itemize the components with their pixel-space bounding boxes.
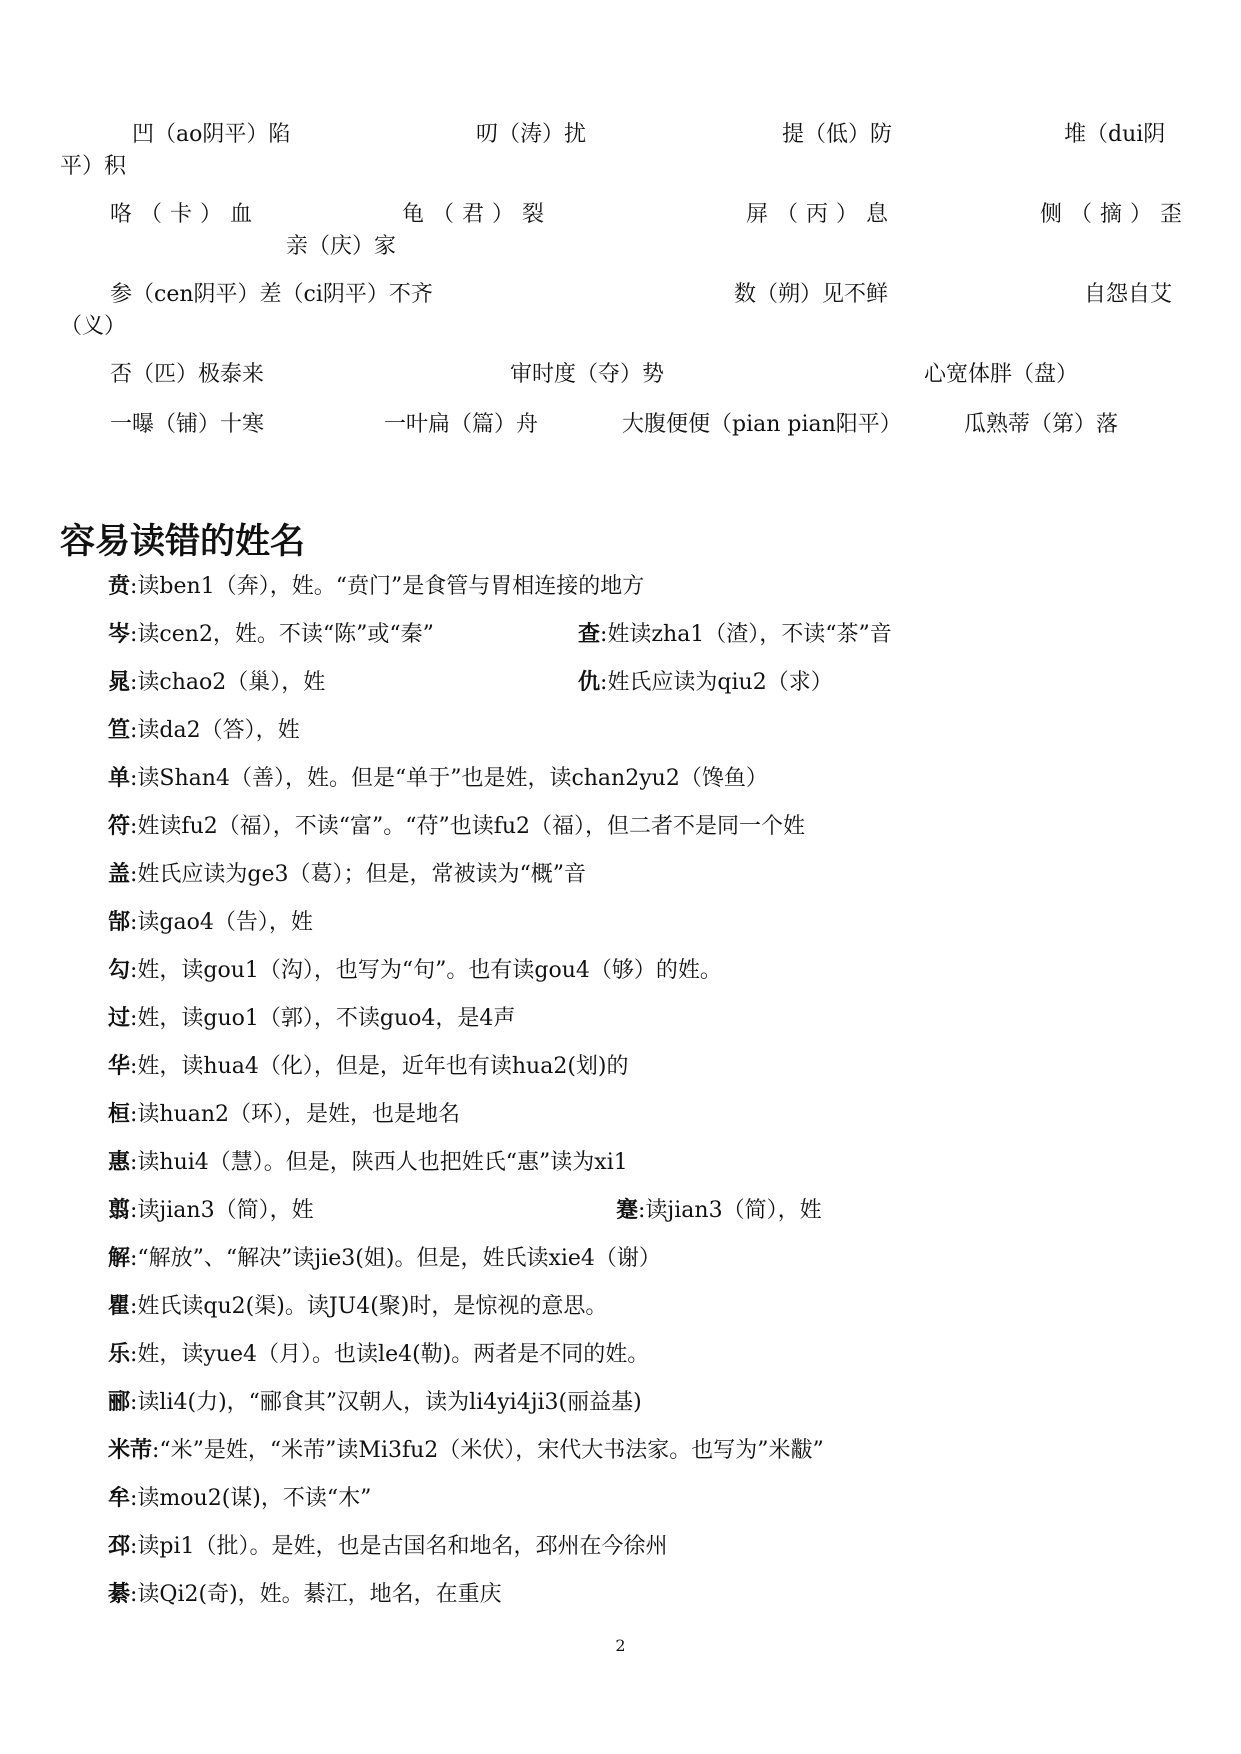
idiom: 侧（摘）歪 — [1040, 202, 1191, 227]
idiom: （义） — [60, 314, 127, 339]
reading: :姓，读hua4（化），但是，近年也有读hua2(划)的 — [130, 1054, 629, 1079]
surname: 郦 — [108, 1390, 131, 1415]
idiom: 凹（ao阴平）陷 — [132, 122, 291, 147]
reading: :姓，读gou1（沟），也写为“句”。也有读gou4（够）的姓。 — [130, 958, 722, 983]
idiom: 否（匹）极泰来 — [110, 362, 265, 387]
list-item — [616, 1196, 822, 1226]
list-item — [108, 668, 325, 698]
section-title: 容易读错的姓名 — [60, 522, 306, 562]
surname: 盖 — [108, 862, 131, 887]
list-item — [108, 1484, 371, 1514]
surname: 贲 — [108, 574, 131, 599]
list-item — [108, 860, 586, 890]
idiom: 提（低）防 — [782, 122, 893, 147]
surname: 笪 — [108, 718, 131, 743]
reading: :读huan2（环），是姓，也是地名 — [130, 1102, 461, 1127]
reading: :读jian3（简），姓 — [130, 1198, 314, 1223]
reading: :读jian3（简），姓 — [638, 1198, 822, 1223]
reading: :姓，读yue4（月）。也读le4(勒)。两者是不同的姓。 — [130, 1342, 650, 1367]
reading: :姓，读guo1（郭），不读guo4，是4声 — [130, 1006, 516, 1031]
reading: :读chao2（巢），姓 — [130, 670, 326, 695]
list-item — [108, 1292, 607, 1322]
list-item — [108, 764, 768, 794]
reading: :读ben1（奔），姓。“贲门”是食管与胃相连接的地方 — [130, 574, 645, 599]
list-item — [108, 1196, 314, 1226]
list-item — [108, 1052, 629, 1082]
idiom: 数（朔）见不鲜 — [734, 282, 889, 307]
list-item — [108, 716, 300, 746]
list-item — [108, 1340, 649, 1370]
surname: 解 — [108, 1246, 131, 1271]
surname: 翦 — [108, 1198, 131, 1223]
reading: :读Qi2(奇)，姓。綦江，地名，在重庆 — [130, 1582, 502, 1607]
reading: :读mou2(谋)，不读“木” — [130, 1486, 372, 1511]
reading: :姓氏读qu2(渠)。读JU4(聚)时，是惊视的意思。 — [130, 1294, 608, 1319]
list-item — [108, 1532, 668, 1562]
reading: :读cen2，姓。不读“陈”或“秦” — [130, 622, 434, 647]
surname: 乐 — [108, 1342, 131, 1367]
list-item — [108, 1100, 460, 1130]
list-item — [108, 1580, 502, 1610]
surname: 勾 — [108, 958, 131, 983]
reading: :读Shan4（善），姓。但是“单于”也是姓，读chan2yu2（馋鱼） — [130, 766, 768, 791]
surname: 查 — [578, 622, 601, 647]
idiom: 亲（庆）家 — [286, 234, 397, 259]
list-item — [108, 1004, 515, 1034]
reading: :姓读zha1（渣），不读“茶”音 — [600, 622, 892, 647]
list-item — [108, 620, 434, 650]
surname: 牟 — [108, 1486, 131, 1511]
idiom: 堆（dui阴 — [1064, 122, 1166, 147]
surname: 邳 — [108, 1534, 131, 1559]
surname: 蹇 — [616, 1198, 639, 1223]
idiom: 心宽体胖（盘） — [924, 362, 1079, 387]
idiom: 平）积 — [60, 154, 127, 179]
surname: 单 — [108, 766, 131, 791]
list-item — [108, 812, 805, 842]
list-item — [108, 1148, 628, 1178]
list-item — [108, 1388, 642, 1418]
idiom: 参（cen阴平）差（ci阴平）不齐 — [110, 282, 433, 307]
idiom: 龟（君）裂 — [402, 202, 553, 227]
reading: :姓氏应读为qiu2（求） — [600, 670, 833, 695]
reading: :姓氏应读为ge3（葛）；但是，常被读为“概”音 — [130, 862, 587, 887]
surname: 晁 — [108, 670, 131, 695]
list-item — [108, 908, 313, 938]
reading: :“解放”、“解决”读jie3(姐)。但是，姓氏读xie4（谢） — [130, 1246, 661, 1271]
reading: :读li4(力)，“郦食其”汉朝人，读为li4yi4ji3(丽益基) — [130, 1390, 642, 1415]
surname: 米芾 — [108, 1438, 153, 1463]
idiom: 咯（卡）血 — [110, 202, 261, 227]
list-item — [578, 668, 833, 698]
surname: 郜 — [108, 910, 131, 935]
reading: :姓读fu2（福），不读“富”。“苻”也读fu2（福），但二者不是同一个姓 — [130, 814, 806, 839]
idiom: 叨（涛）扰 — [476, 122, 587, 147]
surname: 岑 — [108, 622, 131, 647]
reading: :读gao4（告），姓 — [130, 910, 313, 935]
idiom: 一曝（铺）十寒 — [110, 412, 265, 437]
reading: :读pi1（批）。是姓，也是古国名和地名，邳州在今徐州 — [130, 1534, 668, 1559]
list-item — [578, 620, 892, 650]
surname: 綦 — [108, 1582, 131, 1607]
idiom: 瓜熟蒂（第）落 — [964, 412, 1119, 437]
surname: 华 — [108, 1054, 131, 1079]
idiom: 自怨自艾 — [1084, 282, 1173, 307]
idiom: 审时度（夺）势 — [510, 362, 665, 387]
surname: 桓 — [108, 1102, 131, 1127]
surname: 过 — [108, 1006, 131, 1031]
list-item — [108, 956, 722, 986]
page-number: 2 — [615, 1636, 626, 1655]
idiom: 大腹便便（pian pian阳平） — [622, 412, 902, 437]
surname: 瞿 — [108, 1294, 131, 1319]
idiom: 屏（丙）息 — [746, 202, 897, 227]
surname: 仇 — [578, 670, 601, 695]
surname: 符 — [108, 814, 131, 839]
reading: :“米”是姓，“米芾”读Mi3fu2（米伏），宋代大书法家。也写为”米黻” — [152, 1438, 824, 1463]
reading: :读hui4（慧）。但是，陕西人也把姓氏“惠”读为xi1 — [130, 1150, 628, 1175]
list-item — [108, 572, 644, 602]
reading: :读da2（答），姓 — [130, 718, 300, 743]
list-item — [108, 1436, 824, 1466]
list-item — [108, 1244, 661, 1274]
surname: 惠 — [108, 1150, 131, 1175]
idiom: 一叶扁（篇）舟 — [384, 412, 539, 437]
